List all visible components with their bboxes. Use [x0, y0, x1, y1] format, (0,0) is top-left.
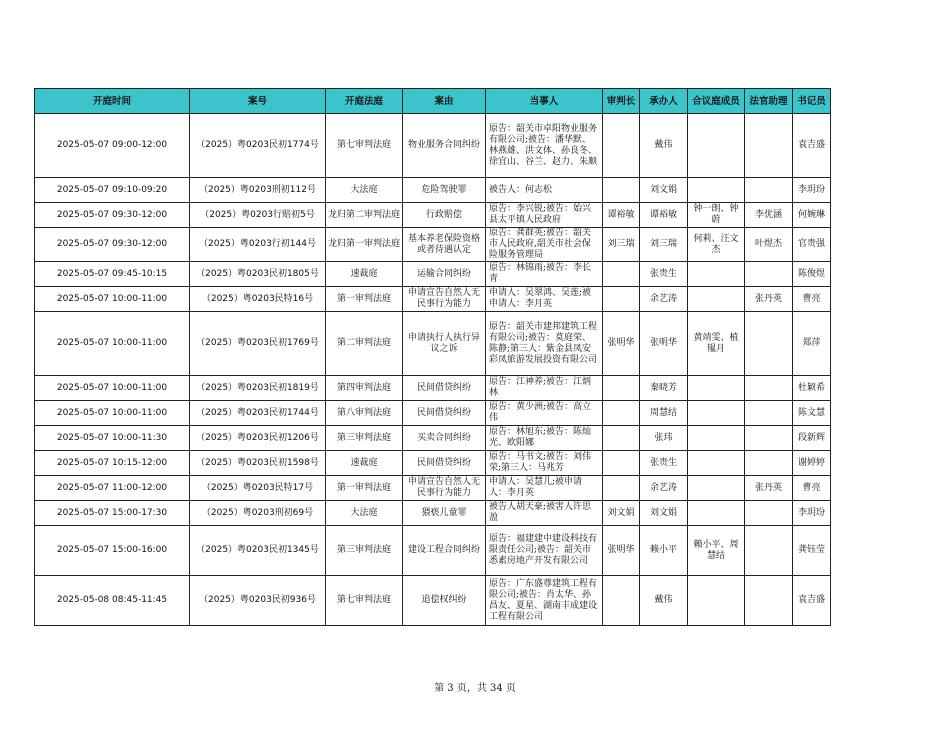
handler-cell: 秦晓芳	[640, 376, 688, 401]
cause-cell: 买卖合同纠纷	[403, 426, 486, 451]
cause-cell: 申请宣告自然人无民事行为能力	[403, 476, 486, 501]
parties-cell: 原告：李兴锐;被告：始兴县太平镇人民政府	[486, 203, 603, 228]
table-row	[35, 287, 831, 312]
table-row	[35, 476, 831, 501]
panel-members-cell	[688, 178, 745, 203]
hearing-time-cell: 2025-05-07 10:15-12:00	[35, 451, 190, 476]
hearing-time-cell: 2025-05-07 10:00-11:30	[35, 426, 190, 451]
courtroom-cell: 第七审判法庭	[326, 576, 403, 626]
panel-members-cell: 赖小平、周慧结	[688, 526, 745, 576]
presiding-judge-cell	[603, 114, 640, 178]
presiding-judge-cell	[603, 287, 640, 312]
clerk-cell: 袁吉盛	[793, 114, 831, 178]
parties-cell: 原告：广东盛尊建筑工程有限公司;被告：肖太华、孙昌友、夏星、湖南丰成建设工程有限公司	[486, 576, 603, 626]
parties-cell: 原告：韶关市卓阳物业服务有限公司;被告：潘华默、林燕雄、洪文体、孙良冬、徐宜山、谷兰、赵力、朱顺	[486, 114, 603, 178]
panel-members-cell	[688, 451, 745, 476]
courtroom-cell: 第一审判法庭	[326, 287, 403, 312]
case-number-cell: （2025）粤0203民初1769号	[190, 312, 326, 376]
hearing-time-cell: 2025-05-08 08:45-11:45	[35, 576, 190, 626]
header-row	[35, 89, 831, 114]
case-number-cell: （2025）粤0203民特17号	[190, 476, 326, 501]
case-number-cell: （2025）粤0203刑初69号	[190, 501, 326, 526]
judge-assistant-cell	[745, 376, 793, 401]
col-header-cause: 案由	[403, 89, 486, 114]
courtroom-cell: 第四审判法庭	[326, 376, 403, 401]
table-row	[35, 426, 831, 451]
table-row	[35, 526, 831, 576]
hearing-time-cell: 2025-05-07 09:10-09:20	[35, 178, 190, 203]
courtroom-cell: 第七审判法庭	[326, 114, 403, 178]
cause-cell: 申请宣告自然人无民事行为能力	[403, 287, 486, 312]
judge-assistant-cell	[745, 312, 793, 376]
judge-assistant-cell: 李优涵	[745, 203, 793, 228]
table-row	[35, 114, 831, 178]
case-number-cell: （2025）粤0203民初1819号	[190, 376, 326, 401]
handler-cell: 张贵生	[640, 262, 688, 287]
hearing-time-cell: 2025-05-07 10:00-11:00	[35, 401, 190, 426]
presiding-judge-cell	[603, 476, 640, 501]
panel-members-cell	[688, 376, 745, 401]
judge-assistant-cell: 张丹英	[745, 287, 793, 312]
col-header-presiding-judge: 审判长	[603, 89, 640, 114]
panel-members-cell	[688, 114, 745, 178]
table-row	[35, 376, 831, 401]
case-number-cell: （2025）粤0203民初1774号	[190, 114, 326, 178]
col-header-panel-members: 合议庭成员	[688, 89, 745, 114]
col-header-parties: 当事人	[486, 89, 603, 114]
case-number-cell: （2025）粤0203民初1598号	[190, 451, 326, 476]
panel-members-cell	[688, 287, 745, 312]
judge-assistant-cell	[745, 451, 793, 476]
case-number-cell: （2025）粤0203民初1805号	[190, 262, 326, 287]
presiding-judge-cell: 张明华	[603, 526, 640, 576]
panel-members-cell	[688, 476, 745, 501]
panel-members-cell	[688, 262, 745, 287]
clerk-cell: 袁吉盛	[793, 576, 831, 626]
cause-cell: 建设工程合同纠纷	[403, 526, 486, 576]
case-number-cell: （2025）粤0203民初1345号	[190, 526, 326, 576]
judge-assistant-cell	[745, 526, 793, 576]
cause-cell: 行政赔偿	[403, 203, 486, 228]
handler-cell: 余艺涛	[640, 476, 688, 501]
presiding-judge-cell	[603, 426, 640, 451]
table-body	[35, 114, 831, 626]
courtroom-cell: 龙归第一审判法庭	[326, 228, 403, 262]
courtroom-cell: 大法庭	[326, 501, 403, 526]
table-row	[35, 576, 831, 626]
hearing-time-cell: 2025-05-07 10:00-11:00	[35, 376, 190, 401]
courtroom-cell: 龙归第二审判法庭	[326, 203, 403, 228]
judge-assistant-cell	[745, 426, 793, 451]
case-number-cell: （2025）粤0203行赔初5号	[190, 203, 326, 228]
panel-members-cell	[688, 426, 745, 451]
parties-cell: 申请人：吴翠鸿、吴莲;被申请人：李月英	[486, 287, 603, 312]
col-header-case-number: 案号	[190, 89, 326, 114]
table-row	[35, 178, 831, 203]
courtroom-cell: 第一审判法庭	[326, 476, 403, 501]
courtroom-cell: 第三审判法庭	[326, 526, 403, 576]
presiding-judge-cell: 刘三瑞	[603, 228, 640, 262]
table-row	[35, 501, 831, 526]
case-number-cell: （2025）粤0203民初936号	[190, 576, 326, 626]
col-header-clerk: 书记员	[793, 89, 831, 114]
cause-cell: 民间借贷纠纷	[403, 376, 486, 401]
clerk-cell: 陈俊煜	[793, 262, 831, 287]
table-row	[35, 401, 831, 426]
cause-cell: 民间借贷纠纷	[403, 451, 486, 476]
clerk-cell: 杜颖希	[793, 376, 831, 401]
presiding-judge-cell: 刘文娟	[603, 501, 640, 526]
parties-cell: 原告：黄少洲;被告：高立伟	[486, 401, 603, 426]
hearing-time-cell: 2025-05-07 09:00-12:00	[35, 114, 190, 178]
handler-cell: 戴伟	[640, 114, 688, 178]
table-row	[35, 262, 831, 287]
col-header-hearing-time: 开庭时间	[35, 89, 190, 114]
handler-cell: 张贵生	[640, 451, 688, 476]
judge-assistant-cell	[745, 576, 793, 626]
clerk-cell: 曹亮	[793, 287, 831, 312]
case-number-cell: （2025）粤0203行初144号	[190, 228, 326, 262]
panel-members-cell: 黄靖雯、植韫月	[688, 312, 745, 376]
handler-cell: 周慧结	[640, 401, 688, 426]
presiding-judge-cell	[603, 451, 640, 476]
clerk-cell: 段新辉	[793, 426, 831, 451]
cause-cell: 猥亵儿童罪	[403, 501, 486, 526]
clerk-cell: 何婉琳	[793, 203, 831, 228]
clerk-cell: 李玥玢	[793, 178, 831, 203]
parties-cell: 被告人胡天豪;被害人许思盈	[486, 501, 603, 526]
handler-cell: 戴伟	[640, 576, 688, 626]
panel-members-cell	[688, 401, 745, 426]
parties-cell: 原告：韶关市建邦建筑工程有限公司;被告：莫庭荣、陈静;第三人：紫金县凤安彩凤旅游发展投资有限公司	[486, 312, 603, 376]
courtroom-cell: 大法庭	[326, 178, 403, 203]
handler-cell: 张玮	[640, 426, 688, 451]
page-footer: 第 3 页，共 34 页	[434, 683, 516, 694]
judge-assistant-cell	[745, 114, 793, 178]
panel-members-cell: 何莉、汪文杰	[688, 228, 745, 262]
cause-cell: 危险驾驶罪	[403, 178, 486, 203]
panel-members-cell: 钟一朗、钟蔚	[688, 203, 745, 228]
courtroom-cell: 速裁庭	[326, 262, 403, 287]
cause-cell: 追偿权纠纷	[403, 576, 486, 626]
hearing-schedule-table	[34, 88, 831, 626]
case-number-cell: （2025）粤0203民初1744号	[190, 401, 326, 426]
judge-assistant-cell	[745, 501, 793, 526]
case-number-cell: （2025）粤0203民特16号	[190, 287, 326, 312]
parties-cell: 原告：龚群英;被告：韶关市人民政府,韶关市社会保险服务管理局	[486, 228, 603, 262]
cause-cell: 民间借贷纠纷	[403, 401, 486, 426]
clerk-cell: 曹亮	[793, 476, 831, 501]
hearing-time-cell: 2025-05-07 15:00-16:00	[35, 526, 190, 576]
parties-cell: 申请人：吴慧儿;被申请人：李月英	[486, 476, 603, 501]
parties-cell: 原告：马书文;被告：刘伟荣;第三人：马兆芳	[486, 451, 603, 476]
judge-assistant-cell	[745, 262, 793, 287]
panel-members-cell	[688, 501, 745, 526]
hearing-time-cell: 2025-05-07 10:00-11:00	[35, 312, 190, 376]
judge-assistant-cell: 张丹英	[745, 476, 793, 501]
hearing-time-cell: 2025-05-07 09:30-12:00	[35, 203, 190, 228]
parties-cell: 原告：林旭东;被告：陈灿光、欧阳娜	[486, 426, 603, 451]
hearing-time-cell: 2025-05-07 11:00-12:00	[35, 476, 190, 501]
case-number-cell: （2025）粤0203刑初112号	[190, 178, 326, 203]
clerk-cell: 龚钰莹	[793, 526, 831, 576]
hearing-time-cell: 2025-05-07 09:45-10:15	[35, 262, 190, 287]
parties-cell: 原告：林锦雨;被告：李长青	[486, 262, 603, 287]
col-header-judge-assistant: 法官助理	[745, 89, 793, 114]
clerk-cell: 郑萍	[793, 312, 831, 376]
handler-cell: 谭裕敏	[640, 203, 688, 228]
clerk-cell: 李玥玢	[793, 501, 831, 526]
courtroom-cell: 第八审判法庭	[326, 401, 403, 426]
parties-cell: 原告：江神养;被告：江炳林	[486, 376, 603, 401]
table-row	[35, 451, 831, 476]
cause-cell: 运输合同纠纷	[403, 262, 486, 287]
cause-cell: 申请执行人执行异议之诉	[403, 312, 486, 376]
presiding-judge-cell	[603, 262, 640, 287]
case-number-cell: （2025）粤0203民初1206号	[190, 426, 326, 451]
table-row	[35, 203, 831, 228]
col-header-handler: 承办人	[640, 89, 688, 114]
judge-assistant-cell	[745, 178, 793, 203]
courtroom-cell: 第三审判法庭	[326, 426, 403, 451]
courtroom-cell: 速裁庭	[326, 451, 403, 476]
hearing-time-cell: 2025-05-07 15:00-17:30	[35, 501, 190, 526]
handler-cell: 张明华	[640, 312, 688, 376]
parties-cell: 被告人：何志松	[486, 178, 603, 203]
judge-assistant-cell	[745, 401, 793, 426]
hearing-time-cell: 2025-05-07 10:00-11:00	[35, 287, 190, 312]
clerk-cell: 官贵强	[793, 228, 831, 262]
panel-members-cell	[688, 576, 745, 626]
courtroom-cell: 第二审判法庭	[326, 312, 403, 376]
table-header	[35, 89, 831, 114]
presiding-judge-cell	[603, 401, 640, 426]
handler-cell: 刘文娟	[640, 178, 688, 203]
clerk-cell: 陈文慧	[793, 401, 831, 426]
hearing-time-cell: 2025-05-07 09:30-12:00	[35, 228, 190, 262]
cause-cell: 基本养老保险资格或者待遇认定	[403, 228, 486, 262]
handler-cell: 赖小平	[640, 526, 688, 576]
handler-cell: 刘文娟	[640, 501, 688, 526]
cause-cell: 物业服务合同纠纷	[403, 114, 486, 178]
handler-cell: 余艺涛	[640, 287, 688, 312]
presiding-judge-cell	[603, 376, 640, 401]
presiding-judge-cell: 张明华	[603, 312, 640, 376]
presiding-judge-cell	[603, 178, 640, 203]
handler-cell: 刘三瑞	[640, 228, 688, 262]
clerk-cell: 谢婷婷	[793, 451, 831, 476]
col-header-courtroom: 开庭法庭	[326, 89, 403, 114]
presiding-judge-cell: 谭裕敏	[603, 203, 640, 228]
table-row	[35, 312, 831, 376]
table-row	[35, 228, 831, 262]
presiding-judge-cell	[603, 576, 640, 626]
judge-assistant-cell: 叶煜杰	[745, 228, 793, 262]
parties-cell: 原告：福建建中建设科技有限责任公司;被告：韶关市悉素房地产开发有限公司	[486, 526, 603, 576]
